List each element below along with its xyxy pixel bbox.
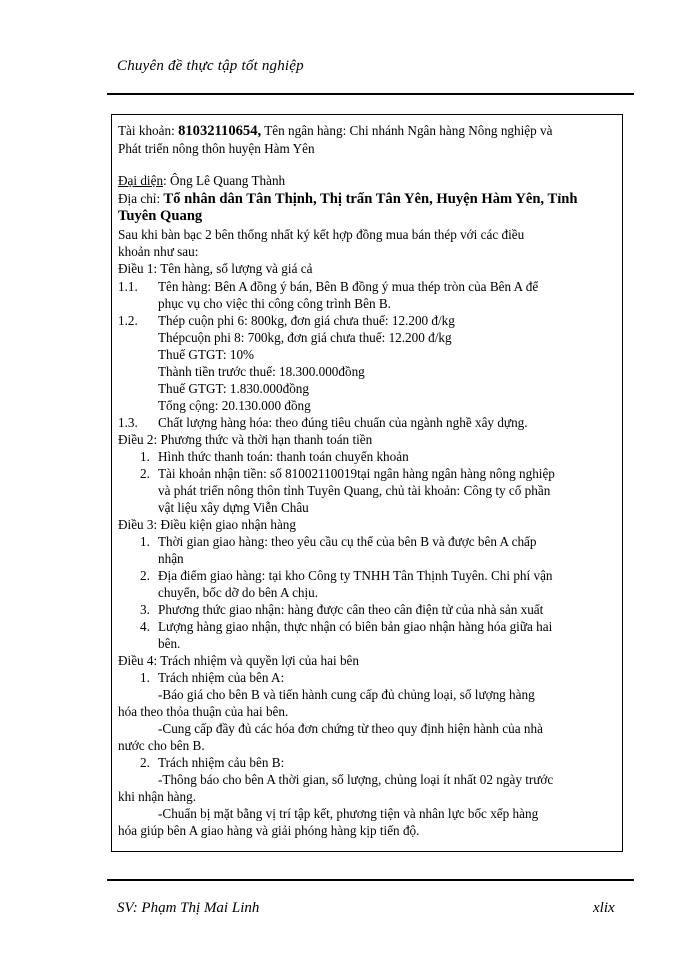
art3-item-1-text-b: nhận <box>158 551 184 566</box>
art3-item-2-text-a: Địa điểm giao hàng: tại kho Công ty TNHH Tân Thịnh Tuyên. Chi phí vận <box>158 568 553 583</box>
address-label: Địa chỉ: <box>118 191 164 206</box>
item-1-2-line-c: Thuế GTGT: 10% <box>158 347 255 362</box>
item-1-1-text-a: Tên hàng: Bên A đồng ý bán, Bên B đồng ý mua thép tròn của Bên A để <box>158 279 539 294</box>
art2-item-1-text: Hình thức thanh toán: thanh toán chuyển khoản <box>158 449 409 464</box>
account-line <box>118 122 552 140</box>
article-4-heading: Điều 4: Trách nhiệm và quyền lợi của hai bên <box>118 653 359 668</box>
bank-name-b: Phát triển nông thôn huyện Hàm Yên <box>118 141 315 156</box>
art4-a-line-1: -Báo giá cho bên B và tiến hành cung cấp đủ chủng loại, số lượng hàng <box>158 687 535 702</box>
representative-line <box>118 172 285 189</box>
account-label: Tài khoản: <box>118 123 179 138</box>
art4-item-2-text: Trách nhiệm cảu bên B: <box>158 755 285 770</box>
art2-item-2-text-a: Tài khoản nhận tiền: số 81002110019tại ngân hàng ngân hàng nông nghiệp <box>158 466 555 481</box>
art2-item-2-number: 2. <box>140 466 150 481</box>
item-1-2-line-f: Tổng cộng: 20.130.000 đồng <box>158 398 311 413</box>
art2-item-1-number: 1. <box>140 449 150 464</box>
footer-page-number: xlix <box>593 900 615 916</box>
rep-label: Đại diện <box>118 173 164 188</box>
art4-item-1-number: 1. <box>140 670 150 685</box>
art2-item-2-text-b: và phát triển nông thôn tỉnh Tuyên Quang, chủ tài khoản: Công ty cổ phần <box>158 483 551 498</box>
account-number: 81032110654, <box>178 123 262 139</box>
item-1-1-text-b: phục vụ cho việc thi công công trình Bên B. <box>158 296 391 311</box>
art3-item-3-text: Phương thức giao nhận: hàng được cân theo cân điện tử của nhà sản xuất <box>158 602 544 617</box>
contract-box <box>111 114 623 852</box>
art3-item-4-text-b: bên. <box>158 636 181 651</box>
address-value-2: Tuyên Quang <box>118 208 203 224</box>
bank-name-a: Tên ngân hàng: Chi nhánh Ngân hàng Nông nghiệp và <box>261 123 553 138</box>
item-1-3-number: 1.3. <box>118 415 138 430</box>
art4-item-2-number: 2. <box>140 755 150 770</box>
art3-item-4-text-a: Lượng hàng giao nhận, thực nhận có biên bản giao nhận hàng hóa giữa hai <box>158 619 553 634</box>
intro-line-1: Sau khi bàn bạc 2 bên thống nhất ký kết hợp đồng mua bán thép với các điều <box>118 227 525 242</box>
art4-b-line-1: -Thông báo cho bên A thời gian, số lượng, chủng loại ít nhất 02 ngày trước <box>158 772 554 787</box>
art3-item-4-number: 4. <box>140 619 150 634</box>
address-line <box>118 190 578 208</box>
art3-item-2-number: 2. <box>140 568 150 583</box>
item-1-2-number: 1.2. <box>118 313 138 328</box>
art3-item-1-text-a: Thời gian giao hàng: theo yêu cầu cụ thể của bên B và được bên A chấp <box>158 534 537 549</box>
item-1-1-number: 1.1. <box>118 279 138 294</box>
item-1-3-text: Chất lượng hàng hóa: theo đúng tiêu chuẩn của ngành nghề xây dựng. <box>158 415 528 430</box>
art4-a-line-2: hóa theo thỏa thuận của hai bên. <box>118 704 289 719</box>
page-header-title: Chuyên đề thực tập tốt nghiệp <box>117 58 304 74</box>
art3-item-2-text-b: chuyển, bốc dỡ do bên A chịu. <box>158 585 319 600</box>
footer-student-name: SV: Phạm Thị Mai Linh <box>117 900 260 916</box>
item-1-2-line-a: Thép cuộn phi 6: 800kg, đơn giá chưa thuế: 12.200 đ/kg <box>158 313 455 328</box>
item-1-2-line-e: Thuế GTGT: 1.830.000đồng <box>158 381 309 396</box>
art4-b-line-3: -Chuẩn bị mặt bằng vị trí tập kết, phương tiện và nhân lực bốc xếp hàng <box>158 806 539 821</box>
item-1-2-line-b: Thépcuộn phi 8: 700kg, đơn giá chưa thuế: 12.200 đ/kg <box>158 330 452 345</box>
article-3-heading: Điều 3: Điều kiện giao nhận hàng <box>118 517 296 532</box>
art4-item-1-text: Trách nhiệm của bên A: <box>158 670 285 685</box>
art4-a-line-4: nước cho bên B. <box>118 738 205 753</box>
art4-b-line-4: hóa giúp bên A giao hàng và giải phóng hàng kịp tiến độ. <box>118 823 420 838</box>
art4-a-line-3: -Cung cấp đầy đủ các hóa đơn chứng từ theo quy định hiện hành của nhà <box>158 721 543 736</box>
intro-line-2: khoản như sau: <box>118 244 199 259</box>
header-rule <box>107 93 634 95</box>
article-1-heading: Điều 1: Tên hàng, số lượng và giá cả <box>118 261 313 276</box>
rep-name: : Ông Lê Quang Thành <box>163 173 286 188</box>
footer-rule <box>107 879 634 881</box>
art4-b-line-2: khi nhận hàng. <box>118 789 197 804</box>
art3-item-1-number: 1. <box>140 534 150 549</box>
art2-item-2-text-c: vật liệu xây dựng Viễn Châu <box>158 500 309 515</box>
address-value-1: Tổ nhân dân Tân Thịnh, Thị trấn Tân Yên, Huyện Hàm Yên, Tỉnh <box>163 191 578 207</box>
item-1-2-line-d: Thành tiền trước thuế: 18.300.000đồng <box>158 364 365 379</box>
article-2-heading: Điều 2: Phương thức và thời hạn thanh toán tiền <box>118 432 373 447</box>
art3-item-3-number: 3. <box>140 602 150 617</box>
